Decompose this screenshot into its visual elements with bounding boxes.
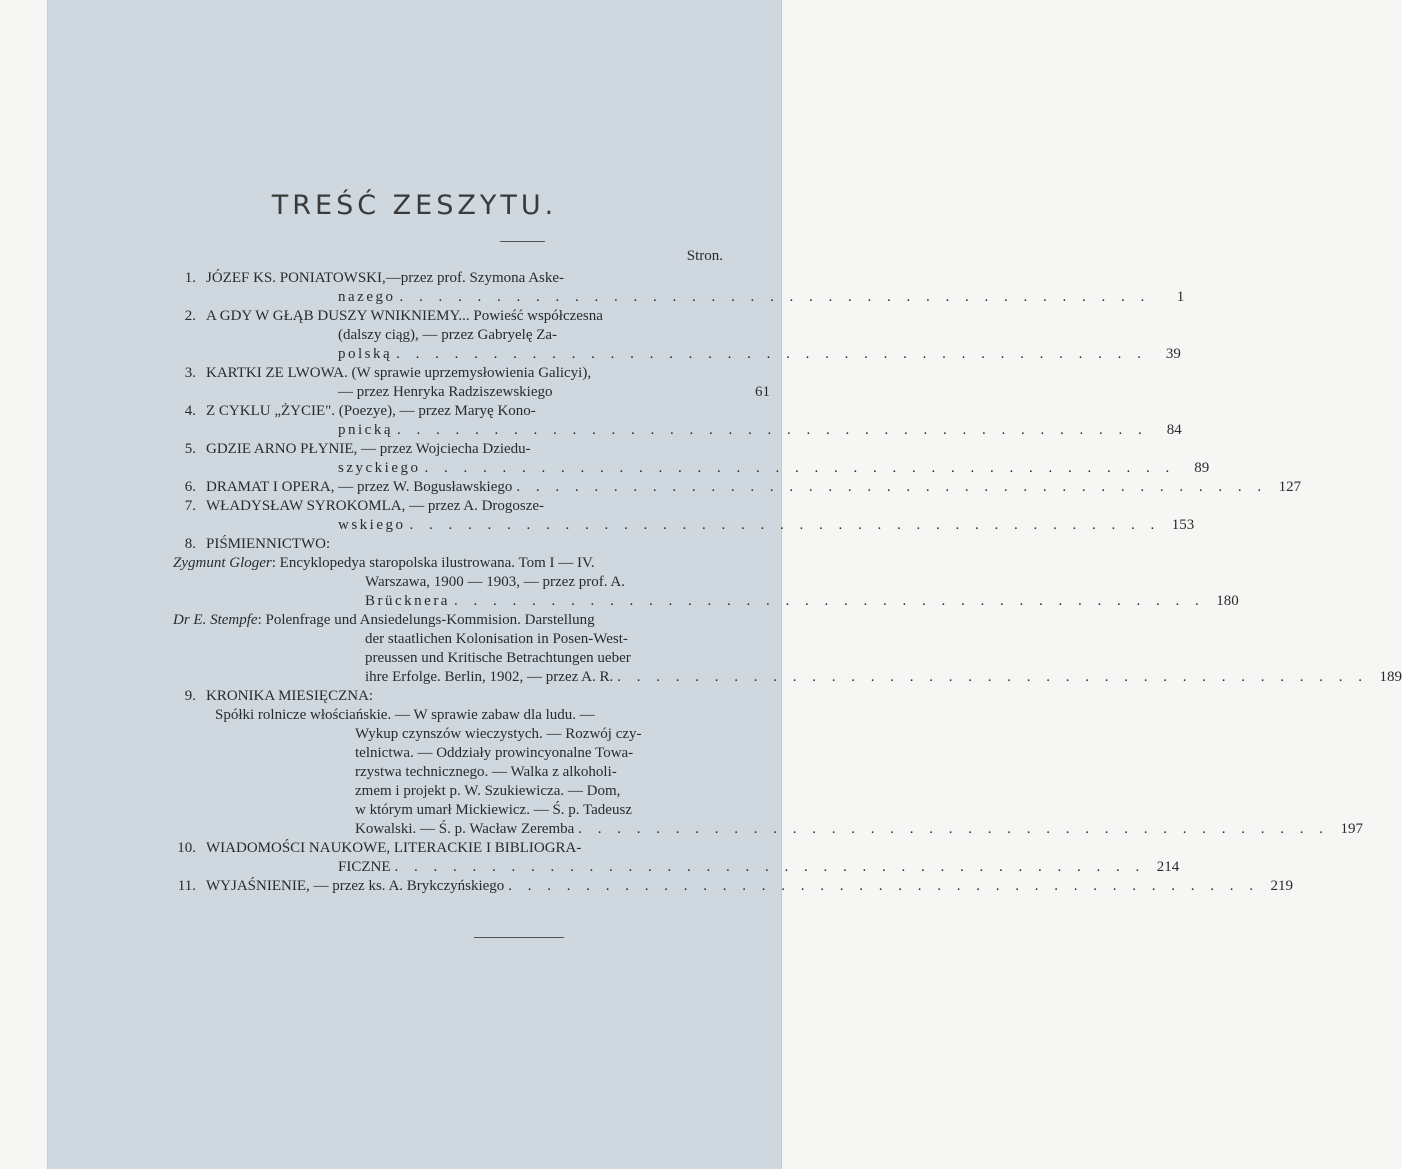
review-item-2[interactable] — [173, 611, 1402, 687]
entry-number: 1. — [184, 270, 196, 286]
section-label: PIŚMIENNICTWO: — [206, 536, 331, 552]
entry-page: 189 — [1379, 669, 1402, 685]
review-title: : Encyklopedya staropolska ilustrowana. Tom I — IV. — [271, 555, 595, 571]
entry-page: 39 — [1165, 346, 1181, 362]
leader-dots: . . . . . . . . . . . . . . . . . . . . . . . . . . . . . . . . . . . . . . . — [396, 422, 1148, 438]
chronicle-line: telnictwa. — Oddziały prowincyonalne Towa- — [355, 745, 634, 761]
leader-dots: . . . . . . . . . . . . . . . . . . . . . . . . . . . . . . . . . . . . . . . — [453, 593, 1205, 609]
review-reviewer: Brücknera — [365, 593, 450, 609]
entry-author: — przez Henryka Radziszewskiego — [338, 384, 553, 400]
toc-entry-10[interactable] — [163, 839, 1180, 877]
top-divider — [500, 241, 545, 242]
chronicle-line: zmem i projekt p. W. Szukiewicza. — Dom, — [355, 783, 621, 799]
entry-number: 11. — [177, 878, 196, 894]
entry-page: 214 — [1156, 859, 1180, 875]
chronicle-line: Kowalski. — Ś. p. Wacław Zeremba — [355, 821, 575, 837]
toc-entry-5[interactable] — [163, 440, 1210, 478]
entry-title: WYJAŚNIENIE, — przez ks. A. Brykczyńskiego — [206, 878, 505, 894]
leader-dots: . . . . . . . . . . . . . . . . . . . . . . . . . . . . . . . . . . . . . . . — [394, 859, 1146, 875]
entry-author: wskiego — [338, 517, 406, 533]
entry-title: DRAMAT I OPERA, — przez W. Bogusławskiego — [206, 479, 513, 495]
entry-number: 5. — [184, 441, 196, 457]
review-author: Dr E. Stempfe — [173, 612, 258, 628]
entry-title: WŁADYSŁAW SYROKOMLA, — przez A. Drogosze- — [206, 498, 545, 514]
toc-entry-11[interactable] — [163, 877, 1294, 896]
review-item-1[interactable] — [173, 554, 1239, 611]
entry-page: 219 — [1270, 878, 1294, 894]
entry-page: 84 — [1166, 422, 1182, 438]
entry-number: 7. — [184, 498, 196, 514]
leader-dots: . . . . . . . . . . . . . . . . . . . . . . . . . . . . . . . . . . . . . . . — [516, 479, 1268, 495]
review-author: Zygmunt Gloger — [173, 555, 272, 571]
leader-dots: . . . . . . . . . . . . . . . . . . . . . . . . . . . . . . . . . . . . . . . — [578, 821, 1330, 837]
entry-author: pnicką — [338, 422, 393, 438]
entry-title: A GDY W GŁĄB DUSZY WNIKNIEMY... Powieść współczesna — [206, 308, 603, 324]
entry-title: KARTKI ZE LWOWA. (W sprawie uprzemysłowienia Galicyi), — [206, 365, 592, 381]
review-line: preussen und Kritische Betrachtungen ueber — [365, 650, 631, 666]
leader-dots: . . . . . . . . . . . . . . . . . . . . . . . . . . . . . . . . . . . . . . . — [399, 289, 1151, 305]
section-label: KRONIKA MIESIĘCZNA: — [206, 688, 374, 704]
toc-entry-6[interactable] — [163, 478, 1302, 497]
entry-page: 89 — [1194, 460, 1210, 476]
entry-page: 1 — [1176, 289, 1185, 305]
entry-page: 61 — [755, 384, 770, 400]
chronicle-line: rzystwa technicznego. — Walka z alkoholi- — [355, 764, 617, 780]
leader-dots: . . . . . . . . . . . . . . . . . . . . . . . . . . . . . . . . . . . . . . . — [409, 517, 1161, 533]
entry-page: 127 — [1278, 479, 1302, 495]
chronicle-block[interactable] — [163, 706, 1364, 839]
toc-entry-8[interactable] — [163, 535, 770, 554]
page-title: TREŚĆ ZESZYTU. — [271, 190, 558, 221]
toc-entry-4[interactable] — [163, 402, 1182, 440]
review-line: Warszawa, 1900 — 1903, — przez prof. A. — [365, 574, 625, 590]
leader-dots: . . . . . . . . . . . . . . . . . . . . . . . . . . . . . . . . . . . . . . . — [508, 878, 1260, 894]
entry-title: WIADOMOŚCI NAUKOWE, LITERACKIE I BIBLIOGRA- — [206, 840, 582, 856]
entry-number: 3. — [184, 365, 196, 381]
toc-entry-1[interactable] — [163, 269, 1185, 307]
chronicle-line: Spółki rolnicze włościańskie. — W sprawie zabaw dla ludu. — — [215, 707, 595, 723]
review-title: : Polenfrage und Ansiedelungs-Kommision. Darstellung — [257, 612, 595, 628]
leader-dots: . . . . . . . . . . . . . . . . . . . . . . . . . . . . . . . . . . . . . . . — [617, 669, 1369, 685]
entry-title-cont: FICZNE — [338, 859, 391, 875]
entry-number: 9. — [184, 688, 196, 704]
entry-author: polską — [338, 346, 393, 362]
entry-page: 197 — [1340, 821, 1364, 837]
entry-subtitle: (dalszy ciąg), — przez Gabryelę Za- — [338, 327, 558, 343]
entry-page: 153 — [1171, 517, 1195, 533]
review-line: der staatlichen Kolonisation in Posen-West- — [365, 631, 628, 647]
leader-dots: . . . . . . . . . . . . . . . . . . . . . . . . . . . . . . . . . . . . . . . — [424, 460, 1176, 476]
toc-entry-3[interactable] — [163, 364, 770, 402]
entry-number: 6. — [184, 479, 196, 495]
bottom-divider — [474, 937, 564, 938]
entry-author: nazego — [338, 289, 396, 305]
entry-number: 2. — [184, 308, 196, 324]
table-of-contents — [163, 269, 1402, 896]
toc-entry-7[interactable] — [163, 497, 1195, 535]
toc-entry-9[interactable] — [163, 687, 770, 706]
toc-entry-2[interactable] — [163, 307, 1181, 364]
entry-author: szyckiego — [338, 460, 421, 476]
entry-title: GDZIE ARNO PŁYNIE, — przez Wojciecha Dziedu- — [206, 441, 531, 457]
entry-title: Z CYKLU „ŻYCIE". (Poezye), — przez Maryę Kono- — [206, 403, 536, 419]
leader-dots: . . . . . . . . . . . . . . . . . . . . . . . . . . . . . . . . . . . . . . . — [396, 346, 1147, 362]
entry-number: 8. — [184, 536, 196, 552]
entry-title: JÓZEF KS. PONIATOWSKI,—przez prof. Szymona Aske- — [206, 270, 565, 286]
review-line: ihre Erfolge. Berlin, 1902, — przez A. R. — [365, 669, 614, 685]
chronicle-line: Wykup czynszów wieczystych. — Rozwój czy- — [355, 726, 642, 742]
chronicle-line: w którym umarł Mickiewicz. — Ś. p. Tadeusz — [355, 802, 632, 818]
entry-number: 10. — [177, 840, 196, 856]
entry-page: 180 — [1216, 593, 1239, 609]
stron-label: Stron. — [686, 248, 723, 264]
entry-number: 4. — [184, 403, 196, 419]
